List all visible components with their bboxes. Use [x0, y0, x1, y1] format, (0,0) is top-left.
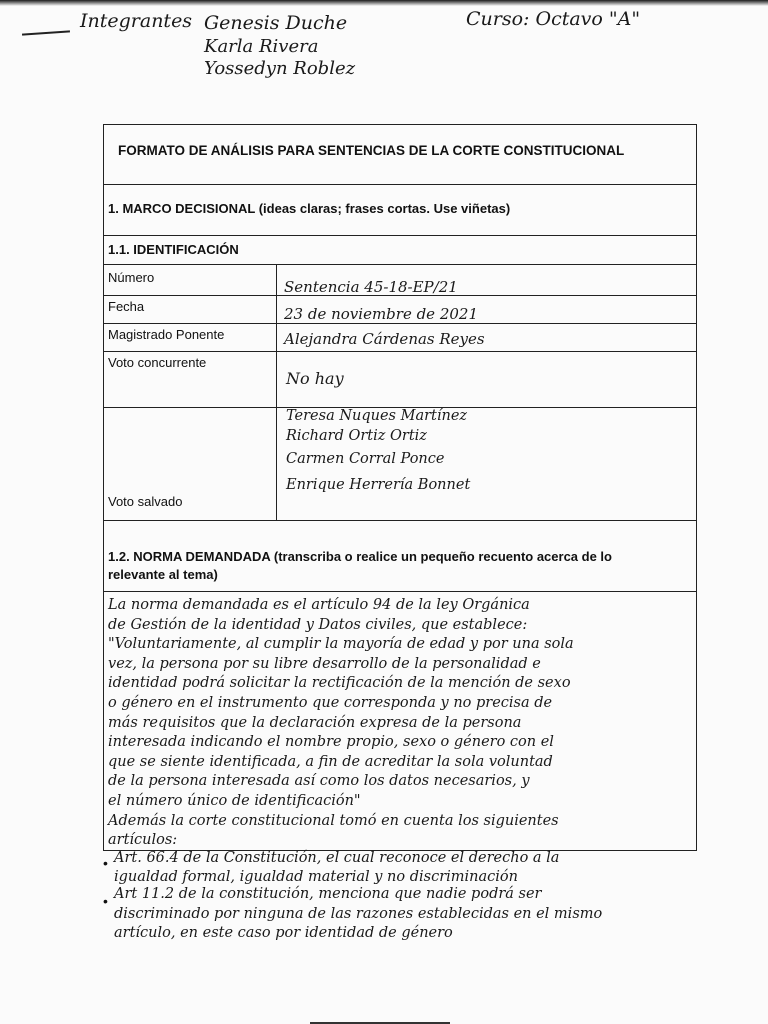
member-name: Yossedyn Roblez: [204, 58, 356, 79]
norma-line: Además la corte constitucional tomó en cuenta los siguientes: [108, 812, 559, 829]
voto-concurrente-label: Voto concurrente: [108, 355, 207, 370]
fecha-label: Fecha: [108, 299, 145, 314]
divider: [103, 520, 697, 521]
voto-concurrente-value: No hay: [286, 369, 344, 388]
norma-line: o género en el instrumento que corresponda y no precisa de: [108, 694, 553, 711]
handwritten-dash: [22, 30, 70, 35]
norma-demandada-heading-cont: relevante al tema): [108, 567, 218, 582]
voto-salvado-label: Voto salvado: [108, 494, 183, 509]
norma-line: que se siente identificada, a fin de acreditar la sola voluntad: [108, 753, 553, 770]
bullet-dot-icon: •: [103, 893, 108, 909]
voto-salvado-name: Richard Ortiz Ortiz: [286, 428, 427, 444]
norma-text: [108, 596, 698, 851]
numero-label: Número: [108, 270, 155, 285]
marco-decisional-heading: 1. MARCO DECISIONAL (ideas claras; frases cortas. Use viñetas): [108, 201, 511, 216]
divider: [103, 351, 697, 352]
voto-salvado-name: Teresa Nuques Martínez: [286, 408, 468, 424]
divider: [103, 184, 697, 185]
norma-line: artículos:: [108, 832, 178, 849]
bullet-line: discriminado por ninguna de las razones establecidas en el mismo: [114, 906, 603, 922]
bullet-line: Art 11.2 de la constitución, menciona que nadie podrá ser: [114, 886, 542, 902]
norma-line: vez, la persona por su libre desarrollo de la personalidad e: [108, 655, 541, 672]
member-name: Genesis Duche: [204, 12, 348, 34]
divider: [103, 264, 697, 265]
member-name: Karla Rivera: [204, 36, 319, 57]
integrantes-label: Integrantes: [80, 10, 193, 32]
bullet-line: artículo, en este caso por identidad de género: [114, 925, 453, 941]
norma-line: de Gestión de la identidad y Datos civiles, que establece:: [108, 616, 528, 633]
norma-demandada-heading: 1.2. NORMA DEMANDADA (transcriba o realice un pequeño recuento acerca de lo: [108, 549, 612, 564]
voto-salvado-name: Enrique Herrería Bonnet: [286, 477, 471, 493]
bullet-line: Art. 66.4 de la Constitución, el cual reconoce el derecho a la: [114, 850, 560, 866]
divider: [103, 323, 697, 324]
norma-line: interesada indicando el nombre propio, sexo o género con el: [108, 734, 554, 751]
norma-line: La norma demandada es el artículo 94 de la ley Orgánica: [108, 597, 530, 613]
curso-label: Curso: Octavo "A": [466, 8, 641, 30]
norma-line: "Voluntariamente, al cumplir la mayoría de edad y por una sola: [108, 636, 574, 653]
divider: [103, 235, 697, 236]
norma-line: de la persona interesada así como los datos necesarios, y: [108, 773, 530, 790]
magistrado-label: Magistrado Ponente: [108, 327, 225, 342]
divider: [103, 591, 697, 592]
voto-salvado-name: Carmen Corral Ponce: [286, 451, 445, 467]
norma-line: identidad podrá solicitar la rectificación de la mención de sexo: [108, 675, 571, 692]
numero-value: Sentencia 45-18-EP/21: [284, 278, 458, 296]
norma-line: el número único de identificación": [108, 792, 361, 809]
form-title: FORMATO DE ANÁLISIS PARA SENTENCIAS DE LA CORTE CONSTITUCIONAL: [118, 143, 625, 158]
column-divider: [276, 264, 277, 520]
fecha-value: 23 de noviembre de 2021: [284, 305, 479, 323]
bullet-line: igualdad formal, igualdad material y no discriminación: [114, 869, 518, 885]
norma-line: más requisitos que la declaración expresa de la persona: [108, 714, 522, 731]
bullet-dot-icon: •: [103, 855, 108, 871]
identificacion-heading: 1.1. IDENTIFICACIÓN: [108, 242, 239, 257]
magistrado-value: Alejandra Cárdenas Reyes: [284, 330, 485, 348]
scan-edge-shadow: [0, 0, 768, 6]
